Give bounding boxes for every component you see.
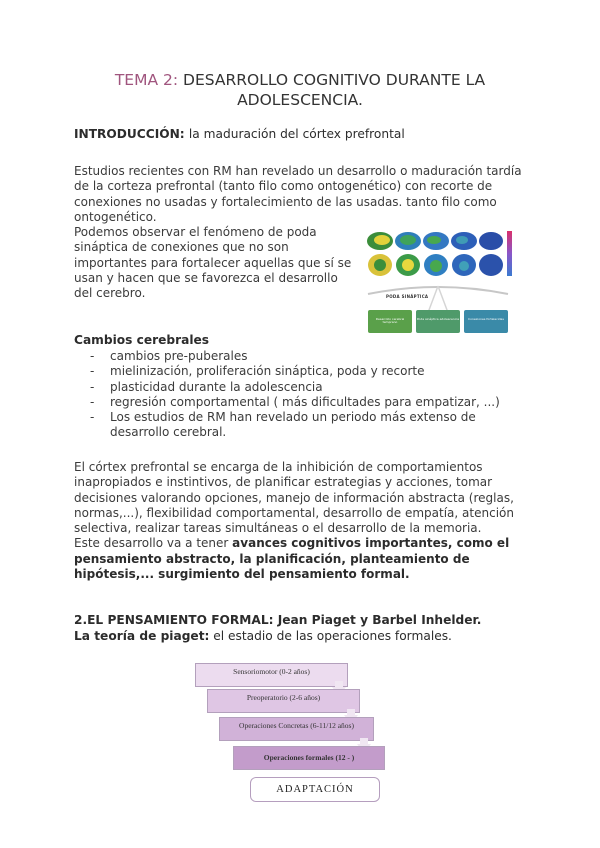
list-item: - mielinización, proliferación sináptica, poda y recorte	[90, 364, 530, 379]
formal-section-heading	[74, 612, 534, 644]
cortex-paragraph-2-start: Este desarrollo va a tener	[74, 536, 233, 551]
list-item: - regresión comportamental ( más dificultades para empatizar, ...)	[90, 395, 530, 410]
stage-preoperatorio: Preoperatorio (2-6 años)	[207, 689, 360, 713]
intro-subheading: la maduración del córtex prefrontal	[188, 127, 405, 141]
brain-figure-caption: PODA SINÁPTICA	[386, 294, 429, 299]
title-prefix: TEMA 2:	[114, 71, 179, 89]
changes-list	[90, 349, 530, 441]
cortex-paragraph-2-bold: avances cognitivos importantes, como el pensamiento abstracto, la planificación, planteamiento de hipótesis,... surgimiento del pensamiento formal.	[74, 536, 510, 582]
adaptation-box: ADAPTACIÓN	[250, 777, 380, 802]
cortex-paragraph-2	[74, 536, 524, 582]
stage-sensoriomotor: Sensoriomotor (0-2 años)	[195, 663, 348, 687]
intro-paragraph-2: Podemos observar el fenómeno de poda sináptica de conexiones que no son importantes para fortalecer aquellas que sí se usan y hacen que se favorezca el desarrollo del cerebro.	[74, 225, 352, 301]
color-scale-bar	[507, 231, 512, 276]
brain-box-3: Conexiones fortalecidas	[464, 310, 508, 333]
piaget-theory-label: La teoría de piaget:	[74, 629, 210, 643]
changes-heading: Cambios cerebrales	[74, 333, 210, 347]
brain-figure	[358, 228, 518, 340]
intro-heading	[74, 127, 405, 141]
stage-operaciones-concretas: Operaciones Concretas (6-11/12 años)	[219, 717, 374, 741]
brain-box-1: Desarrollo cerebral temprano	[368, 310, 412, 333]
page-title	[60, 70, 540, 110]
cortex-section	[74, 460, 524, 582]
list-item: - cambios pre-puberales	[90, 349, 530, 364]
piaget-theory-text: el estadio de las operaciones formales.	[209, 629, 452, 643]
intro-paragraph-1: Estudios recientes con RM han revelado un desarrollo o maduración tardía de la corteza prefrontal (tanto filo como ontogenético) con recorte de conexiones no usadas y fortalecimiento de las usadas. tanto filo como ontogenético.	[74, 164, 522, 224]
title-line2: ADOLESCENCIA.	[237, 91, 363, 109]
list-item: - Los estudios de RM han revelado un periodo más extenso de desarrollo cerebral.	[90, 410, 530, 441]
title-line1: DESARROLLO COGNITIVO DURANTE LA	[183, 71, 486, 89]
intro-heading-label: INTRODUCCIÓN:	[74, 127, 185, 141]
list-item: - plasticidad durante la adolescencia	[90, 380, 530, 395]
cortex-paragraph: El córtex prefrontal se encarga de la inhibición de comportamientos inapropiados e instintivos, de planificar estrategias y acciones, tomar decisiones valorando opciones, manejo de información abstracta (reglas, normas,...), flexibilidad comportamental, desarrollo de empatía, atención selectiva, realizar tareas simultáneas o el desarrollo de la memoria.	[74, 460, 514, 536]
stage-operaciones-formales: Operaciones formales (12 - )	[233, 746, 385, 770]
piaget-theory-line	[74, 628, 534, 644]
formal-heading: 2.EL PENSAMIENTO FORMAL: Jean Piaget y Barbel Inhelder.	[74, 613, 482, 627]
brain-box-2: Poda sináptica adolescencia	[416, 310, 460, 333]
